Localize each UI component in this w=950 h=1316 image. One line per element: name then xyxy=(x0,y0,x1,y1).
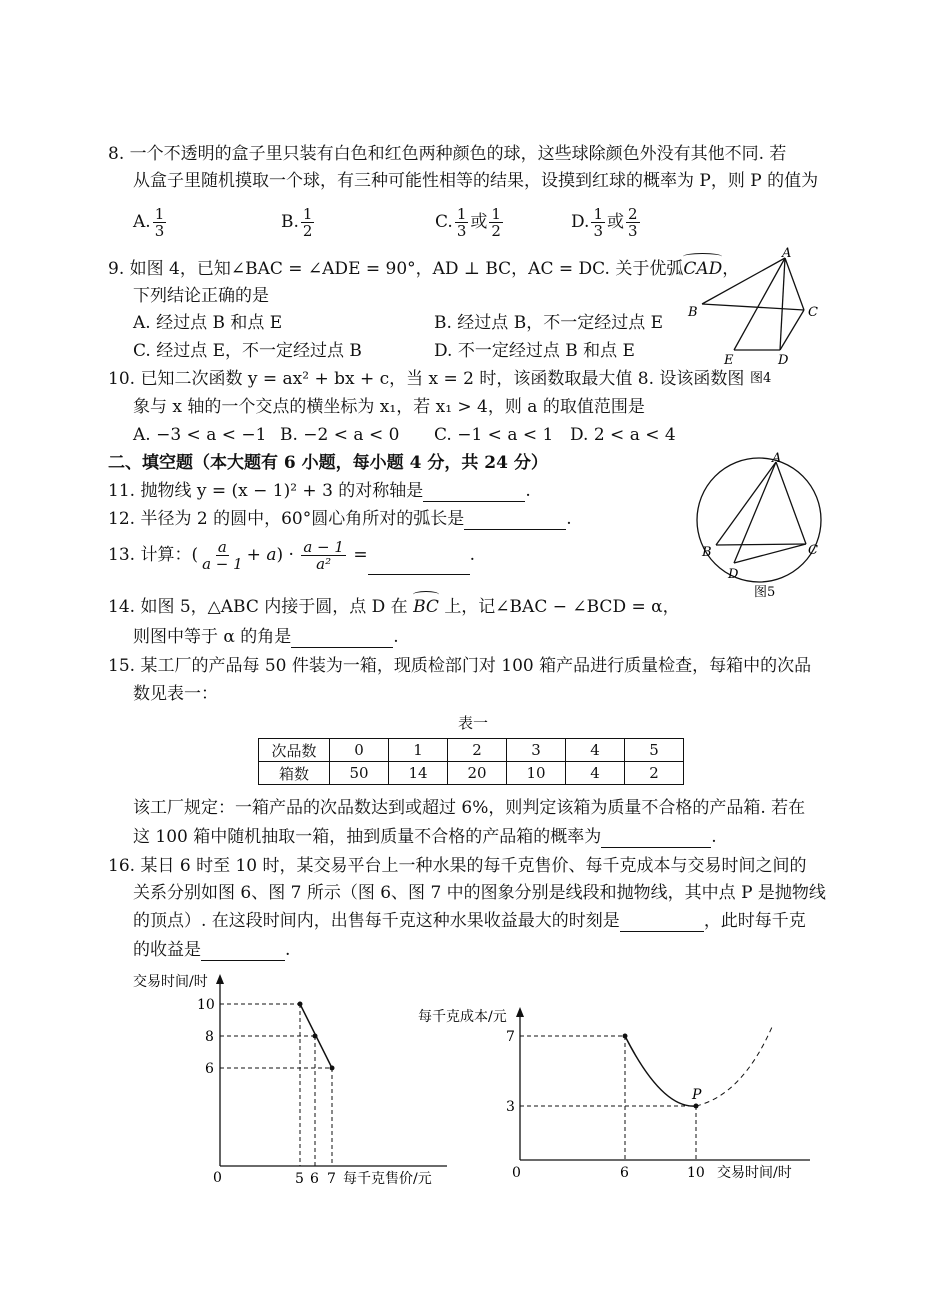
q15-line4: 这 100 箱中随机抽取一箱，抽到质量不合格的产品箱的概率为 . xyxy=(133,827,717,847)
data-point xyxy=(623,1034,628,1039)
section-2-heading: 二、填空题（本大题有 6 小题，每小题 4 分，共 24 分） xyxy=(108,453,548,473)
q12: 12. 半径为 2 的圆中，60°圆心角所对的弧长是 . xyxy=(108,509,572,529)
q8-option-a: A. $\frac{1}{3}$ xyxy=(133,205,165,240)
data-point xyxy=(313,1034,318,1039)
q8-line1: 8. 一个不透明的盒子里只装有白色和红色两种颜色的球，这些球除颜色外没有其他不同. 若 xyxy=(108,144,787,164)
q16-time-answer-blank[interactable] xyxy=(620,913,704,932)
table-cell: 箱数 xyxy=(259,762,330,785)
table-cell: 3 xyxy=(507,739,566,762)
q10-line2: 象与 x 轴的一个交点的横坐标为 x₁，若 x₁ > 4，则 a 的取值范围是 xyxy=(133,397,645,417)
y-tick-label: 3 xyxy=(506,1099,515,1115)
x-tick-label: 5 xyxy=(295,1171,304,1187)
arc-cad: CAD xyxy=(683,259,723,279)
q12-answer-blank[interactable] xyxy=(464,511,566,530)
q8-options xyxy=(133,204,638,240)
q13: 13. 计算：( $\frac{a}{a - 1}$ + a) · $\frac{a - 1}{\text{a²}}$ = . xyxy=(108,538,475,573)
cost-parabola-segment xyxy=(625,1036,696,1106)
q10-option-c: C. −1 < a < 1 xyxy=(434,425,554,445)
x-tick-label: 10 xyxy=(687,1165,705,1181)
q11-answer-blank[interactable] xyxy=(423,483,525,502)
table-cell: 14 xyxy=(389,762,448,785)
point-a-label: A xyxy=(772,451,782,466)
point-b-label: B xyxy=(702,545,712,560)
q16-line1: 16. 某日 6 时至 10 时，某交易平台上一种水果的每千克售价、每千克成本与交易时间之间的 xyxy=(108,856,807,876)
point-c-label: C xyxy=(808,543,818,558)
y-axis-label: 交易时间/时 xyxy=(133,974,208,990)
table-cell: 次品数 xyxy=(259,739,330,762)
q8-option-b: B. $\frac{1}{2}$ xyxy=(281,205,313,240)
q15-line2: 数见表一： xyxy=(133,684,218,704)
x-tick-label: 7 xyxy=(327,1171,336,1187)
q16-line4: 的收益是 . xyxy=(133,940,291,960)
point-b-label: B xyxy=(688,305,698,320)
q16-profit-answer-blank[interactable] xyxy=(201,942,285,961)
vertex-point-p xyxy=(694,1104,699,1109)
q9-line2: 下列结论正确的是 xyxy=(133,286,269,306)
data-point xyxy=(298,1002,303,1007)
figure-5 xyxy=(690,452,840,612)
table-cell: 4 xyxy=(566,762,625,785)
table-row xyxy=(259,762,684,785)
q9-option-b: B. 经过点 B，不一定经过点 E xyxy=(434,313,664,333)
y-tick-label: 10 xyxy=(197,997,215,1013)
q16-line2: 关系分别如图 6、图 7 所示（图 6、图 7 中的图象分别是线段和抛物线，其中点 P 是抛物线 xyxy=(133,883,826,903)
table-cell: 10 xyxy=(507,762,566,785)
table-1-title: 表一 xyxy=(458,714,489,732)
table-cell: 4 xyxy=(566,739,625,762)
q10-option-a: A. −3 < a < −1 xyxy=(133,425,267,445)
x-tick-label: 6 xyxy=(620,1165,629,1181)
table-cell: 2 xyxy=(448,739,507,762)
figure-4 xyxy=(680,246,830,396)
x-axis-label: 每千克售价/元 xyxy=(343,1171,432,1187)
table-cell: 5 xyxy=(625,739,684,762)
figure-7-cost-chart xyxy=(412,995,822,1185)
figure-4-caption: 图4 xyxy=(750,371,772,386)
point-a-label: A xyxy=(782,246,792,261)
table-cell: 20 xyxy=(448,762,507,785)
defect-table xyxy=(258,738,684,785)
q16-line3: 的顶点）. 在这段时间内，出售每千克这种水果收益最大的时刻是 ，此时每千克 xyxy=(133,911,806,931)
figure-6-price-chart xyxy=(125,970,455,1190)
q8-line2: 从盒子里随机摸取一个球，有三种可能性相等的结果，设摸到红球的概率为 P，则 P 的值为 xyxy=(133,171,819,191)
table-row xyxy=(259,739,684,762)
point-p-label: P xyxy=(692,1087,702,1103)
q15-line3: 该工厂规定：一箱产品的次品数达到或超过 6%，则判定该箱为质量不合格的产品箱. 若在 xyxy=(133,798,806,818)
q9-line1: 9. 如图 4，已知∠BAC = ∠ADE = 90°，AD ⊥ BC，AC = DC. 关于优弧CAD， xyxy=(108,259,740,279)
table-cell: 2 xyxy=(625,762,684,785)
q9-option-c: C. 经过点 E，不一定经过点 B xyxy=(133,341,362,361)
point-d-label: D xyxy=(728,567,739,582)
data-point xyxy=(330,1066,335,1071)
q14-line2: 则图中等于 α 的角是 . xyxy=(133,627,399,647)
q14-answer-blank[interactable] xyxy=(291,629,393,648)
table-cell: 50 xyxy=(330,762,389,785)
q10-option-d: D. 2 < a < 4 xyxy=(570,425,676,445)
origin-label: 0 xyxy=(512,1165,521,1181)
figure-5-caption: 图5 xyxy=(754,585,776,600)
q10-option-b: B. −2 < a < 0 xyxy=(280,425,400,445)
q11: 11. 抛物线 y = (x − 1)² + 3 的对称轴是 . xyxy=(108,481,531,501)
q8-option-c: C. $\frac{1}{3}$ 或 $\frac{1}{2}$ xyxy=(435,205,501,240)
q8-option-d: D. $\frac{1}{3}$ 或 $\frac{2}{3}$ xyxy=(571,205,638,240)
point-d-label: D xyxy=(778,353,789,368)
y-tick-label: 8 xyxy=(205,1029,214,1045)
q15-line1: 15. 某工厂的产品每 50 件装为一箱，现质检部门对 100 箱产品进行质量检查，每箱中的次品 xyxy=(108,656,812,676)
origin-label: 0 xyxy=(213,1170,222,1186)
q9-option-a: A. 经过点 B 和点 E xyxy=(133,313,283,333)
q14-line1: 14. 如图 5，△ABC 内接于圆，点 D 在 BC 上，记∠BAC − ∠BCD = α， xyxy=(108,597,680,617)
y-tick-label: 6 xyxy=(205,1061,214,1077)
x-axis-label: 交易时间/时 xyxy=(717,1165,792,1181)
q9-option-d: D. 不一定经过点 B 和点 E xyxy=(434,341,635,361)
parabola-extension xyxy=(696,1027,772,1106)
q10-line1: 10. 已知二次函数 y = ax² + bx + c，当 x = 2 时，该函数取最大值 8. 设该函数图 xyxy=(108,369,745,389)
q13-answer-blank[interactable] xyxy=(368,556,470,575)
point-c-label: C xyxy=(808,305,818,320)
x-tick-label: 6 xyxy=(310,1171,319,1187)
q15-answer-blank[interactable] xyxy=(601,829,711,848)
table-cell: 1 xyxy=(389,739,448,762)
y-tick-label: 7 xyxy=(506,1029,515,1045)
y-axis-label: 每千克成本/元 xyxy=(418,1009,507,1025)
point-e-label: E xyxy=(724,353,734,368)
arc-bc: BC xyxy=(413,597,439,617)
table-cell: 0 xyxy=(330,739,389,762)
